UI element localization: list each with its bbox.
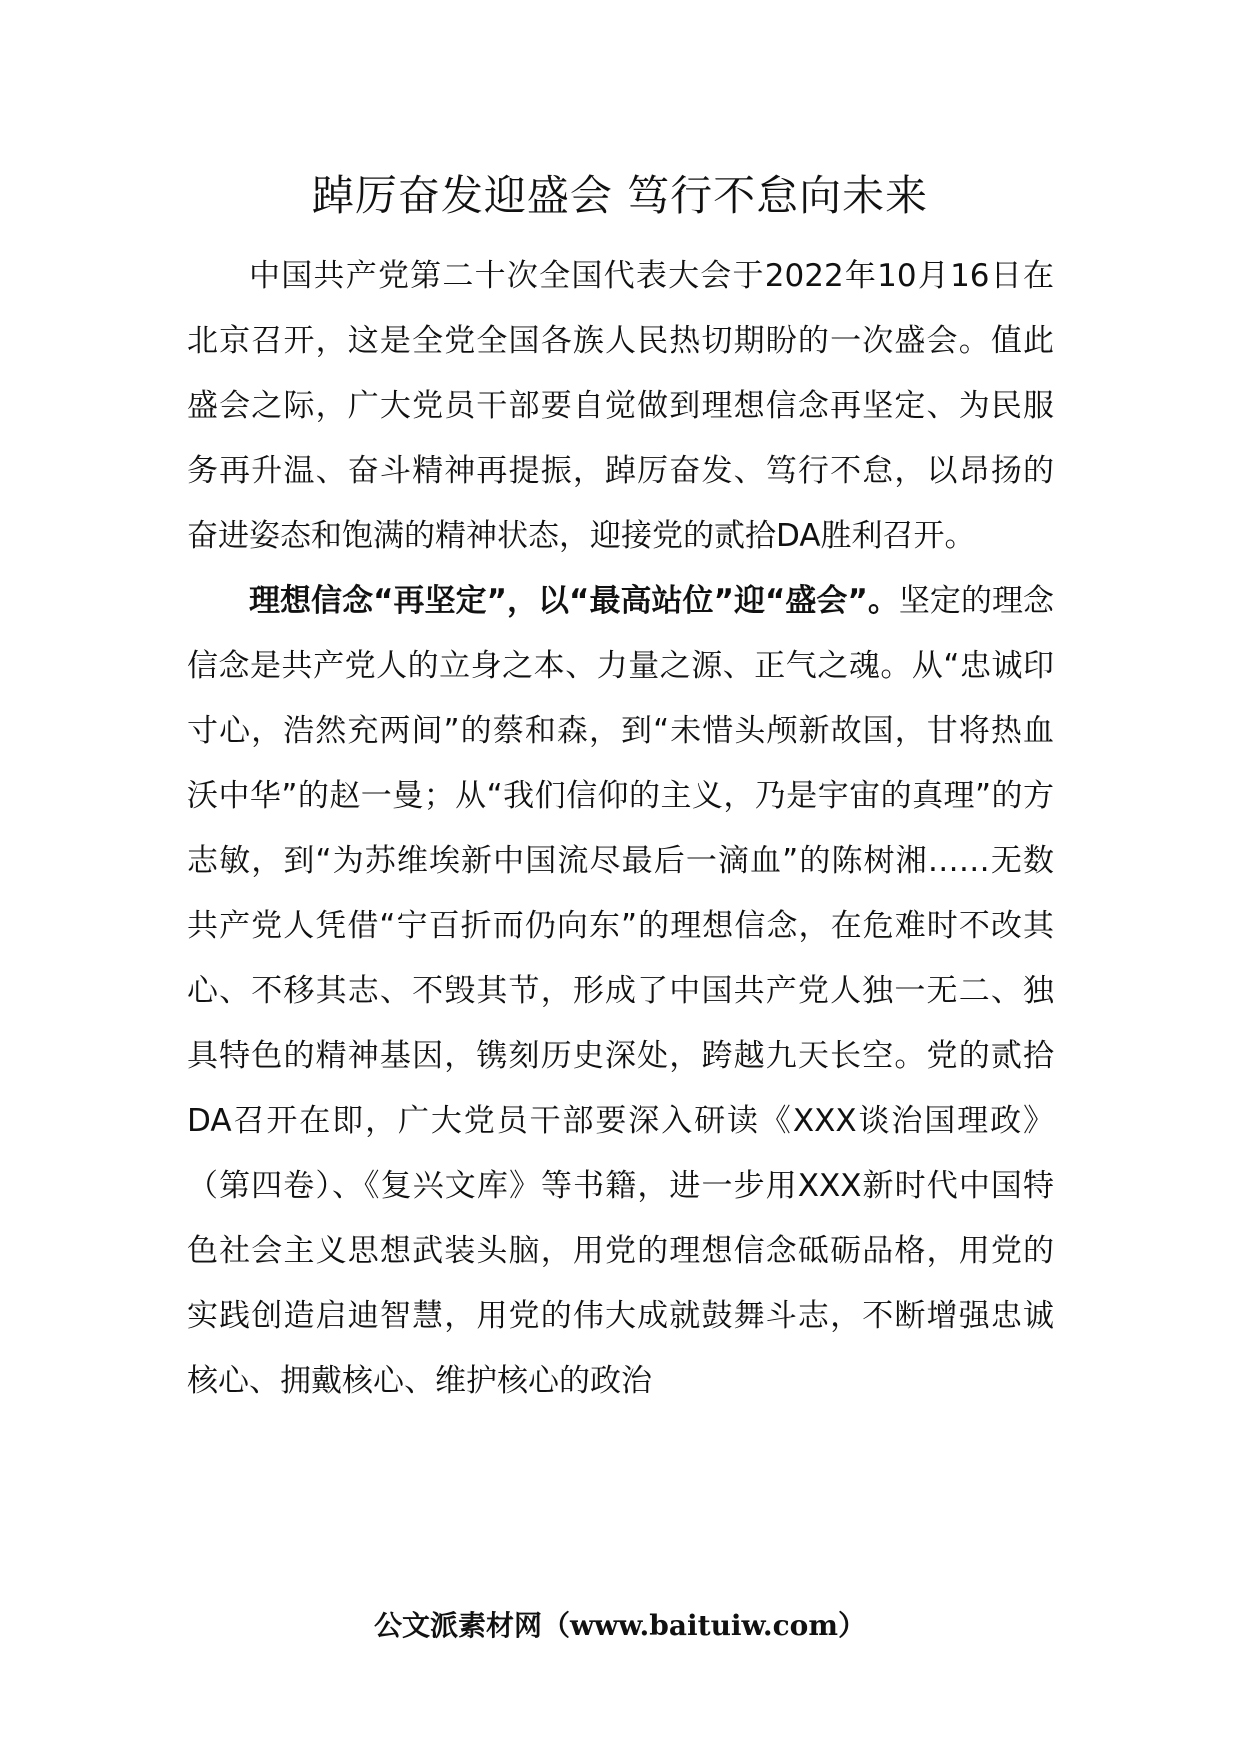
document-title: 踔厉奋发迎盛会 笃行不怠向未来 — [311, 171, 929, 220]
footer-watermark: 公文派素材网（www.baituiw.com） — [374, 1609, 866, 1642]
paragraph-text: 中国共产党第二十次全国代表大会于2022年10月16日在北京召开，这是全党全国各族人民热切期盼的一次盛会。值此盛会之际，广大党员干部要自觉做到理想信念再坚定、为民服务再升温、奋斗精神再提振，踔厉奋发、笃行不怠，以昂扬的奋进姿态和饱满的精神状态，迎接党的贰拾DA胜利召开。 — [187, 258, 1054, 554]
paragraph-lead-heading: 理想信念“再坚定”，以“最高站位”迎“盛会”。 — [249, 583, 899, 619]
paragraph-text: 坚定的理念信念是共产党人的立身之本、力量之源、正气之魂。从“忠诚印寸心，浩然充两间”的蔡和森，到“未惜头颅新故国，甘将热血沃中华”的赵一曼；从“我们信仰的主义，乃是宇宙的真理”的方志敏，到“为苏维埃新中国流尽最后一滴血”的陈树湘……无数共产党人凭借“宁百折而仍向东”的理想信念，在危难时不改其心、不移其志、不毁其节，形成了中国共产党人独一无二、独具特色的精神基因，镌刻历史深处，跨越九天长空。党的贰拾DA召开在即，广大党员干部要深入研读《XXX谈治国理政》（第四卷）、《复兴文库》等书籍，进一步用XXX新时代中国特色社会主义思想武装头脑，用党的理想信念砥砺品格，用党的实践创造启迪智慧，用党的伟大成就鼓舞斗志，不断增强忠诚核心、拥戴核心、维护核心的政治 — [187, 583, 1055, 1399]
paragraph-intro — [187, 244, 1054, 569]
document-body — [187, 244, 1054, 1414]
paragraph-ideals — [187, 569, 1054, 1414]
